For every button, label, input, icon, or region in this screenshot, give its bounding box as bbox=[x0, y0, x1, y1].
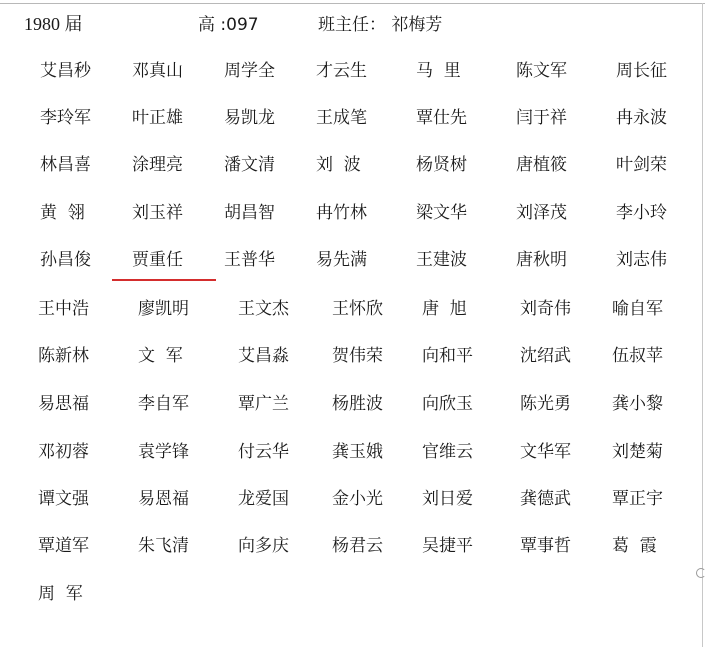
student-name: 付云华 bbox=[238, 442, 289, 462]
student-name: 文 军 bbox=[138, 346, 183, 366]
student-name: 朱飞清 bbox=[138, 536, 189, 556]
student-name: 葛 霞 bbox=[612, 536, 657, 556]
student-name: 刘奇伟 bbox=[520, 299, 571, 319]
class-grade: 高 :097 bbox=[198, 15, 259, 35]
student-name: 叶剑荣 bbox=[616, 155, 667, 175]
student-name: 李玲军 bbox=[40, 108, 91, 128]
student-name: 覃仕先 bbox=[416, 108, 467, 128]
student-name: 杨胜波 bbox=[332, 394, 383, 414]
student-name: 陈光勇 bbox=[520, 394, 571, 414]
student-name: 金小光 bbox=[332, 489, 383, 509]
student-name: 周长征 bbox=[616, 61, 667, 81]
student-name: 刘 波 bbox=[316, 155, 361, 175]
student-name: 伍叔苹 bbox=[612, 346, 663, 366]
student-name: 李小玲 bbox=[616, 203, 667, 223]
student-name: 龚德武 bbox=[520, 489, 571, 509]
student-name: 杨贤树 bbox=[416, 155, 467, 175]
student-name: 李自军 bbox=[138, 394, 189, 414]
student-name: 谭文强 bbox=[38, 489, 89, 509]
student-name: 龚小黎 bbox=[612, 394, 663, 414]
student-name: 邓真山 bbox=[132, 61, 183, 81]
student-name: 艾昌淼 bbox=[238, 346, 289, 366]
student-name: 陈新林 bbox=[38, 346, 89, 366]
student-name: 廖凯明 bbox=[138, 299, 189, 319]
student-name: 孙昌俊 bbox=[40, 250, 91, 270]
student-name: 叶正雄 bbox=[132, 108, 183, 128]
student-name: 刘玉祥 bbox=[132, 203, 183, 223]
student-name: 艾昌秒 bbox=[40, 61, 91, 81]
class-year: 1980 届 bbox=[24, 14, 83, 34]
student-name: 刘楚菊 bbox=[612, 442, 663, 462]
student-name: 黄 翎 bbox=[40, 203, 85, 223]
student-name: 林昌喜 bbox=[40, 155, 91, 175]
student-name: 唐 旭 bbox=[422, 299, 467, 319]
student-name: 刘志伟 bbox=[616, 250, 667, 270]
student-name: 龙爱国 bbox=[238, 489, 289, 509]
student-name: 覃正宇 bbox=[612, 489, 663, 509]
student-name: 周学全 bbox=[224, 61, 275, 81]
edge-arc-mark bbox=[696, 568, 705, 578]
student-name: 覃广兰 bbox=[238, 394, 289, 414]
student-name: 贺伟荣 bbox=[332, 346, 383, 366]
student-name: 易思福 bbox=[38, 394, 89, 414]
student-name: 王怀欣 bbox=[332, 299, 383, 319]
student-name: 龚玉娥 bbox=[332, 442, 383, 462]
student-name: 王中浩 bbox=[38, 299, 89, 319]
student-name: 文华军 bbox=[520, 442, 571, 462]
student-name: 刘日爱 bbox=[422, 489, 473, 509]
student-name: 王文杰 bbox=[238, 299, 289, 319]
student-name: 冉竹林 bbox=[316, 203, 367, 223]
student-name: 向欣玉 bbox=[422, 394, 473, 414]
student-name: 喻自军 bbox=[612, 299, 663, 319]
student-name: 周 军 bbox=[38, 584, 83, 604]
student-name: 吴捷平 bbox=[422, 536, 473, 556]
student-name: 王普华 bbox=[224, 250, 275, 270]
student-name: 胡昌智 bbox=[224, 203, 275, 223]
student-name: 向和平 bbox=[422, 346, 473, 366]
student-name: 冉永波 bbox=[616, 108, 667, 128]
top-border-line bbox=[0, 3, 705, 4]
student-name: 覃道军 bbox=[38, 536, 89, 556]
student-name: 杨君云 bbox=[332, 536, 383, 556]
student-name: 覃事哲 bbox=[520, 536, 571, 556]
red-underline bbox=[112, 279, 216, 281]
student-name: 王建波 bbox=[416, 250, 467, 270]
student-name: 向多庆 bbox=[238, 536, 289, 556]
student-name: 沈绍武 bbox=[520, 346, 571, 366]
student-name: 贾重任 bbox=[132, 250, 183, 270]
student-name: 陈文军 bbox=[516, 61, 567, 81]
student-name: 易凯龙 bbox=[224, 108, 275, 128]
student-name: 唐植筱 bbox=[516, 155, 567, 175]
student-name: 易先满 bbox=[316, 250, 367, 270]
student-name: 闫于祥 bbox=[516, 108, 567, 128]
student-name: 邓初蓉 bbox=[38, 442, 89, 462]
student-name: 易恩福 bbox=[138, 489, 189, 509]
student-name: 唐秋明 bbox=[516, 250, 567, 270]
student-name: 马 里 bbox=[416, 61, 461, 81]
student-name: 涂理亮 bbox=[132, 155, 183, 175]
right-border-line bbox=[702, 3, 703, 647]
student-name: 王成笔 bbox=[316, 108, 367, 128]
student-name: 袁学锋 bbox=[138, 442, 189, 462]
head-teacher: 班主任： 祁梅芳 bbox=[318, 15, 443, 35]
student-name: 梁文华 bbox=[416, 203, 467, 223]
student-name: 官维云 bbox=[422, 442, 473, 462]
student-name: 潘文清 bbox=[224, 155, 275, 175]
student-name: 才云生 bbox=[316, 61, 367, 81]
student-name: 刘泽茂 bbox=[516, 203, 567, 223]
